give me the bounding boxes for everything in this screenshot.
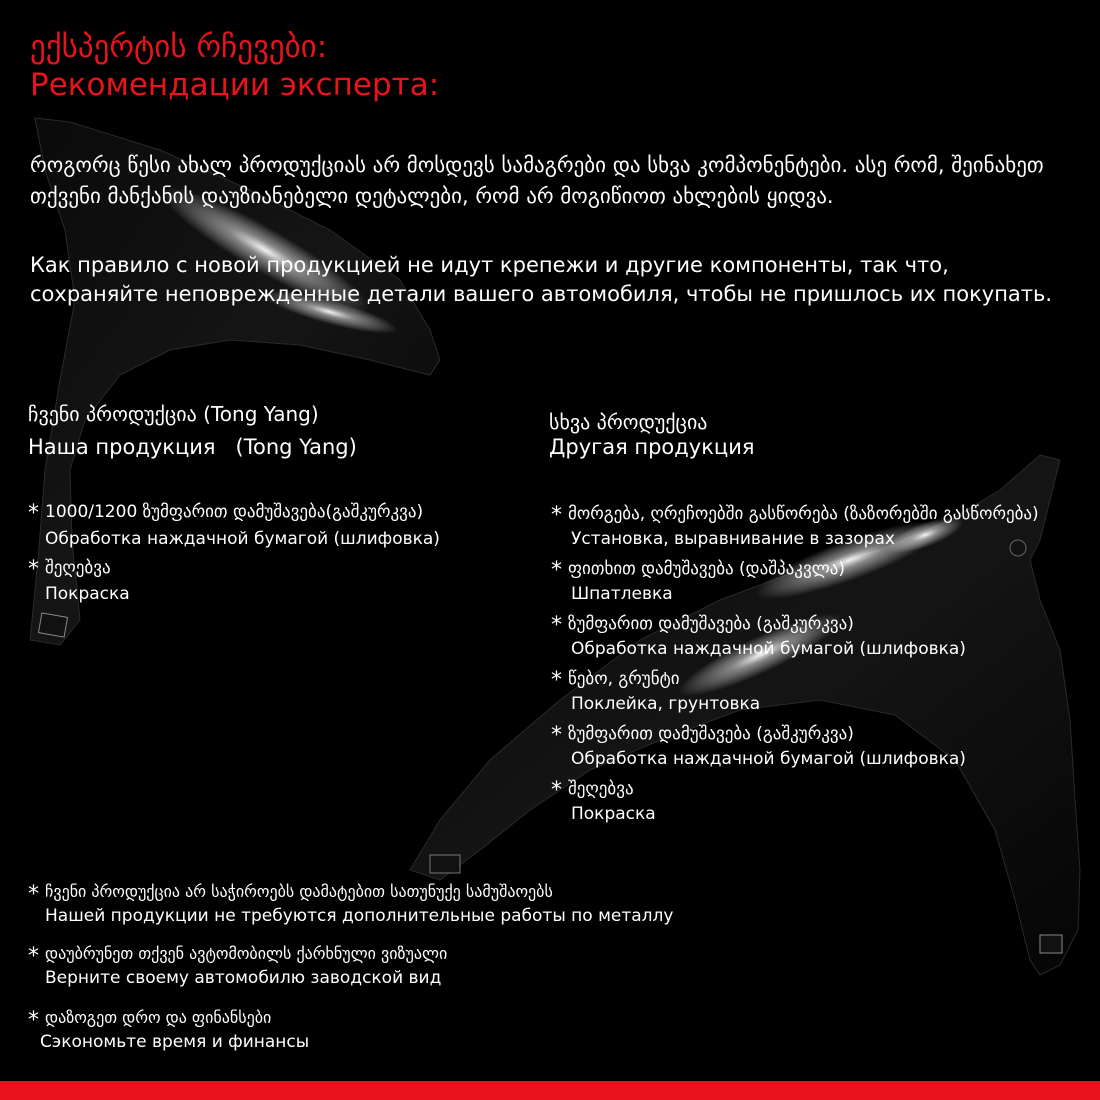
footer-item-2-ka: დაუბრუნეთ თქვენ ავტომობილს ქარხნული ვიზუალი [45,944,448,963]
left-heading-georgian: ჩვენი პროდუქცია (Tong Yang) [28,402,319,426]
right-item-5-ru: Обработка наждачной бумагой (шлифовка) [571,749,966,769]
footer-item-3-ru: Сэкономьте время и финансы [40,1032,310,1052]
left-item-1: * 1000/1200 ზუმფარით დამუშავება(გაშკურკვა) [28,501,424,526]
right-item-2: * ფითხით დამუშავება (დაშპაკვლა) [551,558,846,583]
right-item-6-ru: Покраска [571,804,656,824]
left-item-1-ru: Обработка наждачной бумагой (шлифовка) [45,529,440,549]
title-georgian: ექსპერტის რჩევები: [30,29,328,65]
right-item-6-ka: შეღებვა [568,779,634,799]
right-item-4-ru: Поклейка, грунтовка [571,694,761,714]
right-item-1: * მორგება, ღრეჩოებში გასწორება (ზაზორებში გასწორება) [551,503,1039,528]
right-item-1-ru: Установка, выравнивание в зазорах [571,529,895,549]
footer-item-1-ka: ჩვენი პროდუქცია არ საჭიროებს დამატებით სათუნუქე სამუშაოებს [45,882,553,901]
right-item-1-ka: მორგება, ღრეჩოებში გასწორება (ზაზორებში გასწორება) [568,504,1039,524]
footer-item-2: * დაუბრუნეთ თქვენ ავტომობილს ქარხნული ვიზუალი [28,944,448,969]
left-item-2-ru: Покраска [45,584,130,604]
right-item-4-ka: წებო, გრუნტი [568,669,680,689]
right-item-2-ru: Шпатлевка [571,584,673,604]
title-russian: Рекомендации эксперта: [30,67,440,103]
footer-item-1-ru: Нашей продукции не требуются дополнительные работы по металлу [45,906,674,926]
right-item-6: * შეღებვა [551,778,634,803]
footer-item-3: * დაზოგეთ დრო და ფინანსები [28,1008,272,1033]
right-heading-georgian: სხვა პროდუქცია [549,410,708,434]
footer-item-2-ru: Верните своему автомобилю заводской вид [45,968,442,988]
bottom-red-bar [0,1081,1100,1100]
left-heading-russian: Наша продукция (Tong Yang) [28,435,357,459]
left-item-2-ka: შეღებვა [45,558,111,578]
right-heading-russian: Другая продукция [549,435,755,459]
right-item-4: * წებო, გრუნტი [551,668,680,693]
right-item-5-ka: ზუმფარით დამუშავება (გაშკურკვა) [568,724,854,744]
right-item-3: * ზუმფარით დამუშავება (გაშკურკვა) [551,613,854,638]
left-item-1-ka: 1000/1200 ზუმფარით დამუშავება(გაშკურკვა) [45,502,424,522]
right-item-3-ru: Обработка наждачной бумагой (шлифовка) [571,639,966,659]
footer-item-3-ka: დაზოგეთ დრო და ფინანსები [45,1008,272,1027]
right-item-5: * ზუმფარით დამუშავება (გაშკურკვა) [551,723,854,748]
intro-russian: Как правило с новой продукцией не идут крепежи и другие компоненты, так что, сохраняйте неповрежденные детали вашего автомобиля, чтобы не пришлось их покупать. [30,253,1053,306]
footer-item-1: * ჩვენი პროდუქცია არ საჭიროებს დამატებით სათუნუქე სამუშაოებს [28,882,553,907]
intro-georgian: როგორც წესი ახალ პროდუქციას არ მოსდევს სამაგრები და სხვა კომპონენტები. ასე რომ, შეინახეთ თქვენი მანქანის დაუზიანებელი დეტალები, რომ არ მოგიწიოთ ახლების ყიდვა. [30,153,1044,208]
right-item-3-ka: ზუმფარით დამუშავება (გაშკურკვა) [568,614,854,634]
left-item-2: * შეღებვა [28,557,111,582]
right-item-2-ka: ფითხით დამუშავება (დაშპაკვლა) [568,559,846,579]
